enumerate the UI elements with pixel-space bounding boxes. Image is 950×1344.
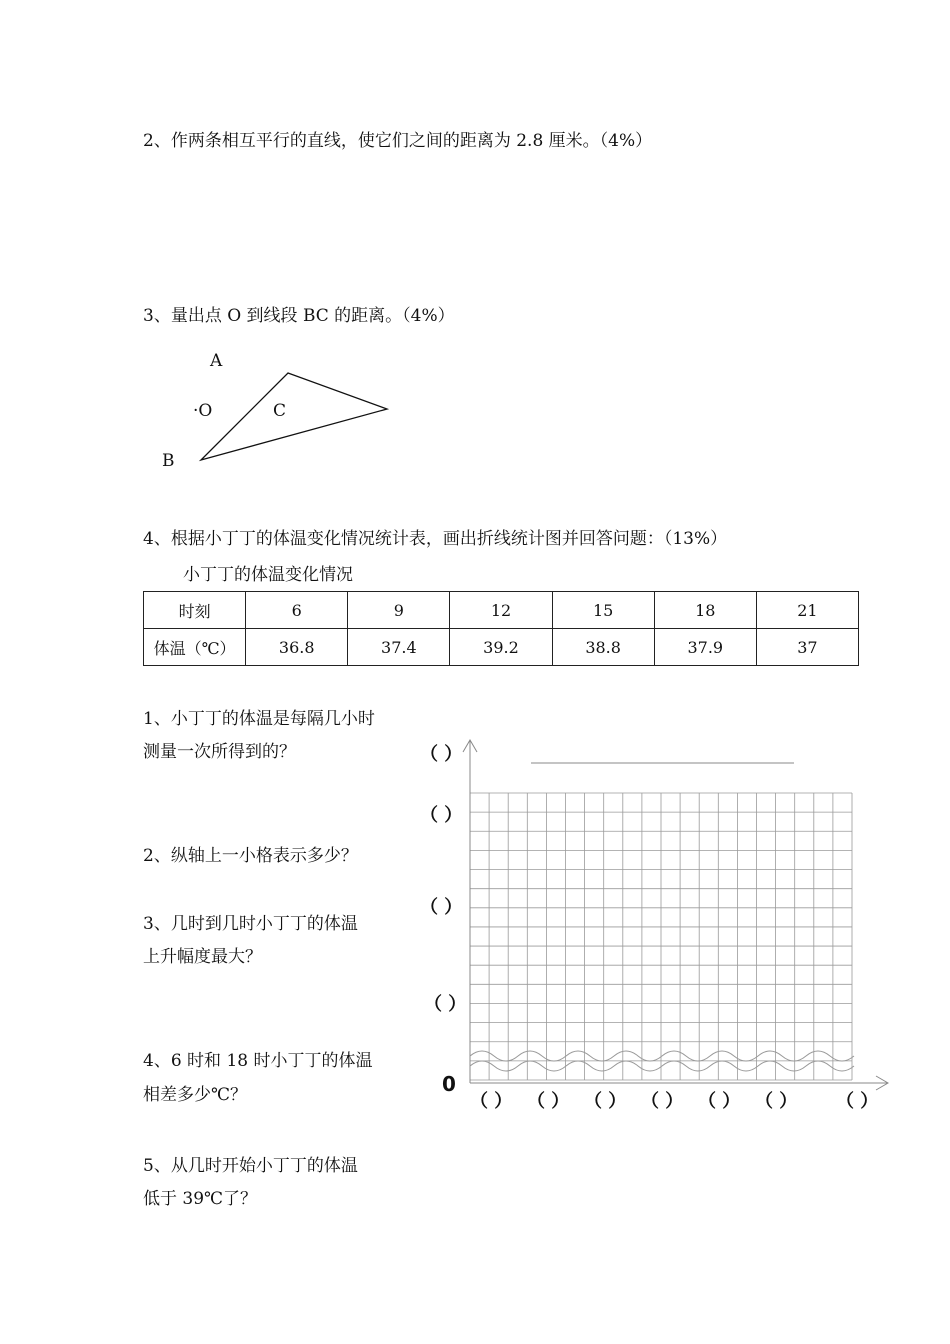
table-cell: 37.9 (654, 629, 756, 666)
x-label-blank: （ ） (698, 1091, 741, 1112)
y-label-blank: （ ） (420, 897, 463, 918)
sub-question-4a: 4、6 时和 18 时小丁丁的体温 (143, 1051, 373, 1071)
sub-question-4b: 相差多少℃？ (143, 1085, 248, 1105)
label-a: A (210, 351, 223, 371)
y-label-blank: （ ） (420, 805, 463, 826)
y-label-blank: （ ） (420, 744, 463, 765)
sub-question-5a: 5、从几时开始小丁丁的体温 (143, 1156, 358, 1176)
table-cell: 12 (450, 592, 552, 629)
question-4: 4、根据小丁丁的体温变化情况统计表，画出折线统计图并回答问题：（13%） (143, 529, 728, 549)
table-cell: 21 (756, 592, 858, 629)
label-c: C (273, 401, 287, 421)
table-cell: 37.4 (348, 629, 450, 666)
row-header-time: 时刻 (144, 592, 246, 629)
origin-label: 0 (442, 1072, 456, 1096)
x-label-blank: （ ） (470, 1091, 513, 1112)
x-label-blank: （ ） (641, 1091, 684, 1112)
sub-question-2: 2、纵轴上一小格表示多少？ (143, 846, 358, 866)
label-o: ·O (193, 401, 213, 421)
table-cell: 36.8 (246, 629, 348, 666)
sub-question-1a: 1、小丁丁的体温是每隔几小时 (143, 709, 375, 729)
table-cell: 39.2 (450, 629, 552, 666)
sub-question-3a: 3、几时到几时小丁丁的体温 (143, 914, 358, 934)
sub-question-1b: 测量一次所得到的？ (143, 742, 296, 762)
question-3: 3、量出点 O 到线段 BC 的距离。（4%） (143, 306, 455, 326)
x-label-blank: （ ） (836, 1091, 879, 1112)
table-cell: 18 (654, 592, 756, 629)
table-cell: 37 (756, 629, 858, 666)
table-title: 小丁丁的体温变化情况 (183, 565, 353, 585)
row-header-temp: 体温（℃） (144, 629, 246, 666)
label-b: B (162, 451, 175, 471)
grid-lines (470, 793, 852, 1080)
question-2: 2、作两条相互平行的直线，使它们之间的距离为 2.8 厘米。（4%） (143, 131, 653, 151)
sub-question-3b: 上升幅度最大？ (143, 947, 262, 967)
sub-question-5b: 低于 39℃了？ (143, 1189, 258, 1209)
x-label-blank: （ ） (755, 1091, 798, 1112)
table-cell: 38.8 (552, 629, 654, 666)
table-cell: 6 (246, 592, 348, 629)
table-cell: 9 (348, 592, 450, 629)
y-label-blank: （ ） (424, 994, 467, 1015)
x-label-blank: （ ） (527, 1091, 570, 1112)
x-label-blank: （ ） (584, 1091, 627, 1112)
table-cell: 15 (552, 592, 654, 629)
